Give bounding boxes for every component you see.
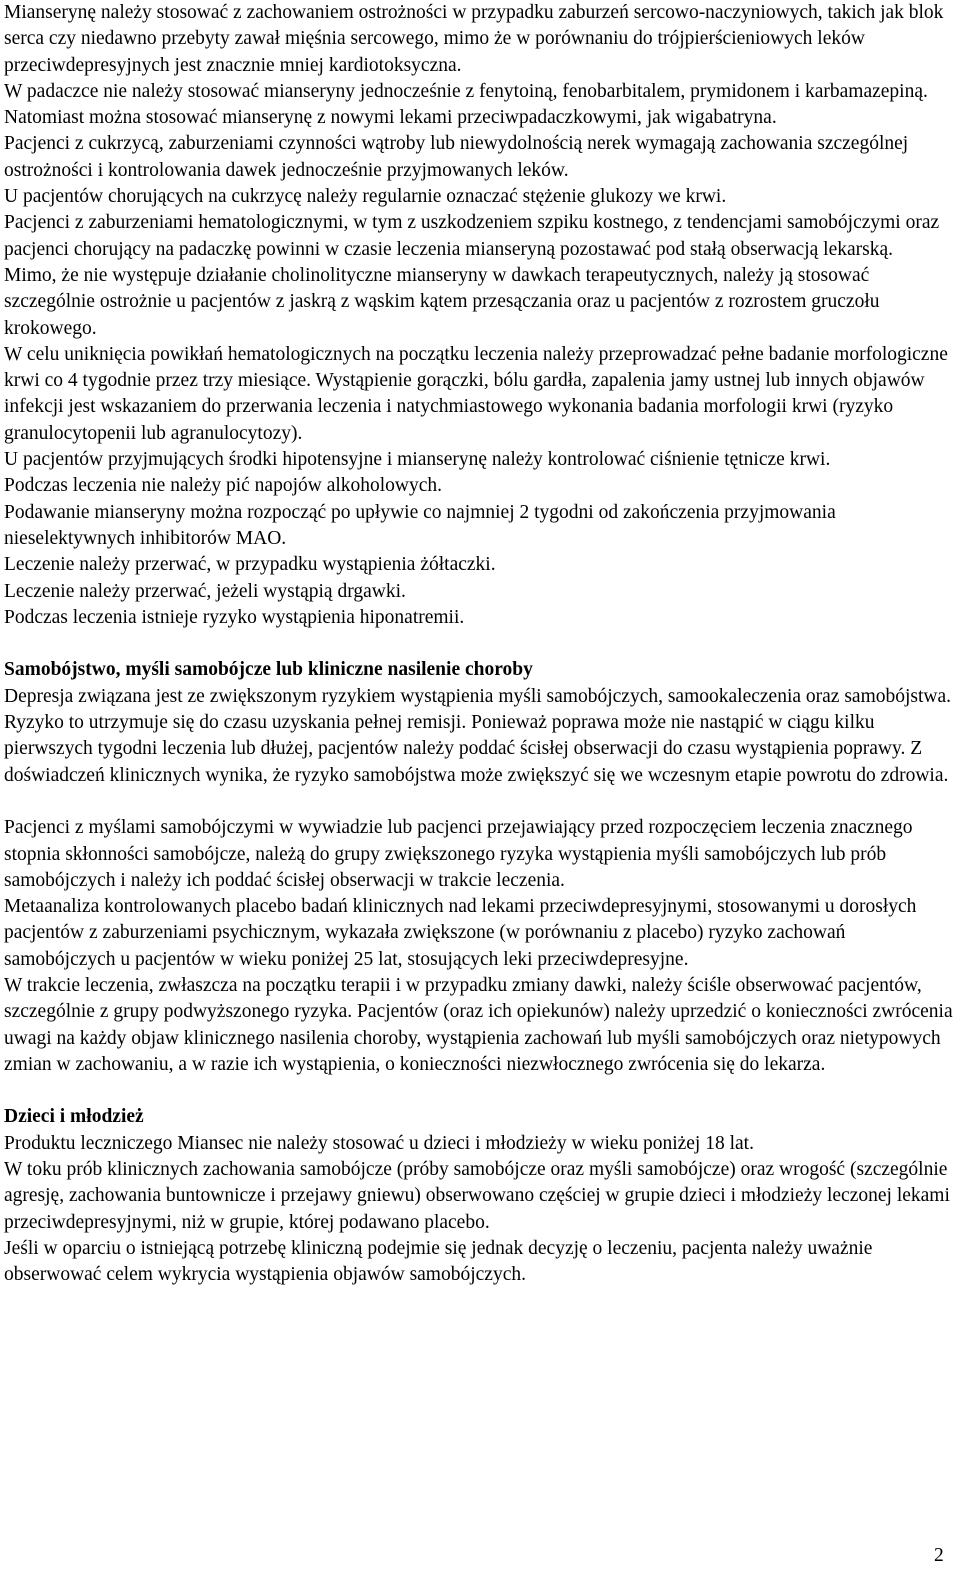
paragraph-hematologic-observation: Pacjenci z zaburzeniami hematologicznymi, w tym z uszkodzeniem szpiku kostnego, z tendencjami samobójczymi oraz pacjenci chorujący na padaczkę powinni w czasie leczenia mianseryną pozostawać pod stałą obserwacją lekarską. <box>4 212 940 260</box>
paragraph-cardiovascular: Mianserynę należy stosować z zachowaniem ostrożności w przypadku zaburzeń sercowo-naczyniowych, takich jak blok serca czy niedawno przebyty zawał mięśnia sercowego, mimo że w porównaniu do trójpierścieniowych leków przeciwdepresyjnych jest znacznie mniej kardiotoksyczna. <box>4 2 944 76</box>
spacer <box>4 631 956 657</box>
heading-children: Dzieci i młodzież <box>4 1106 144 1128</box>
paragraph-alcohol: Podczas leczenia nie należy pić napojów alkoholowych. <box>4 475 443 497</box>
paragraph-children-2: W toku prób klinicznych zachowania samobójcze (próby samobójcze oraz myśli samobójcze) oraz wrogość (szczególnie agresję, zachowania buntownicze i przejawy gniewu) obserwowano częściej w grupie dzieci i młodzieży leczonej lekami przeciwdepresyjnymi, niż w grupie, której podawano placebo. <box>4 1159 950 1233</box>
paragraph-suicide-4: W trakcie leczenia, zwłaszcza na początku terapii i w przypadku zmiany dawki, należy ściśle obserwować pacjentów, szczególnie z grupy podwyższonego ryzyka. Pacjentów (oraz ich opiekunów) należy uprzedzić o konieczności zwrócenia uwagi na każdy objaw klinicznego nasilenia choroby, wystąpienia zachowań lub myśli samobójczych oraz nietypowych zmian w zachowaniu, a w razie ich wystąpienia, o konieczności niezwłocznego zwrócenia się do lekarza. <box>4 974 953 1075</box>
paragraph-children-1: Produktu leczniczego Miansec nie należy stosować u dzieci i młodzieży w wieku poniżej 18 lat. <box>4 1132 754 1154</box>
paragraph-hyponatremia: Podczas leczenia istnieje ryzyko wystąpienia hiponatremii. <box>4 606 465 628</box>
spacer <box>4 789 956 815</box>
paragraph-diabetes-liver-kidney: Pacjenci z cukrzycą, zaburzeniami czynności wątroby lub niewydolnością nerek wymagają zachowania szczególnej ostrożności i kontrolowania dawek jednocześnie przyjmowanych leków. <box>4 133 909 181</box>
paragraph-glaucoma-prostate: Mimo, że nie występuje działanie cholinolityczne mianseryny w dawkach terapeutycznych, należy ją stosować szczególnie ostrożnie u pacjentów z jaskrą z wąskim kątem przesączania oraz u pacjentów z rozrostem gruczołu krokowego. <box>4 264 880 339</box>
document-page <box>4 0 956 1289</box>
paragraph-children-3: Jeśli w oparciu o istniejącą potrzebę kliniczną podejmie się jednak decyzję o leczeniu, pacjenta należy uważnie obserwować celem wykrycia wystąpienia objawów samobójczych. <box>4 1237 873 1286</box>
paragraph-blood-count: W celu uniknięcia powikłań hematologicznych na początku leczenia należy przeprowadzać pełne badanie morfologiczne krwi co 4 tygodnie przez trzy miesiące. Wystąpienie gorączki, bólu gardła, zapalenia jamy ustnej lub innych objawów infekcji jest wskazaniem do przerwania leczenia i natychmiastowego wykonania badania morfologii krwi (ryzyko granulocytopenii lub agranulocytozy). <box>4 343 948 444</box>
paragraph-epilepsy: W padaczce nie należy stosować mianseryny jednocześnie z fenytoiną, fenobarbitalem, prymidonem i karbamazepiną. Natomiast można stosować mianserynę z nowymi lekami przeciwpadaczkowymi, jak wigabatryna. <box>4 80 928 129</box>
paragraph-glucose: U pacjentów chorujących na cukrzycę należy regularnie oznaczać stężenie glukozy we krwi. <box>4 186 727 208</box>
paragraph-suicide-2: Pacjenci z myślami samobójczymi w wywiadzie lub pacjenci przejawiający przed rozpoczęciem leczenia znacznego stopnia skłonności samobójcze, należą do grupy zwiększonego ryzyka wystąpienia myśli samobójczych lub prób samobójczych i należy ich poddać ścisłej obserwacji w trakcie leczenia. <box>4 817 913 891</box>
paragraph-mao-inhibitors: Podawanie mianseryny można rozpocząć po upływie co najmniej 2 tygodni od zakończenia przyjmowania nieselektywnych inhibitorów MAO. <box>4 501 836 549</box>
paragraph-seizures: Leczenie należy przerwać, jeżeli wystąpią drgawki. <box>4 580 406 602</box>
paragraph-suicide-1: Depresja związana jest ze zwiększonym ryzykiem wystąpienia myśli samobójczych, samookaleczenia oraz samobójstwa. Ryzyko to utrzymuje się do czasu uzyskania pełnej remisji. Ponieważ poprawa może nie nastąpić w ciągu kilku pierwszych tygodni leczenia lub dłużej, pacjentów należy poddać ścisłej obserwacji do czasu wystąpienia poprawy. Z doświadczeń klinicznych wynika, że ryzyko samobójstwa może zwiększyć się we wczesnym etapie powrotu do zdrowia. <box>4 685 952 786</box>
spacer <box>4 1078 956 1104</box>
heading-suicide: Samobójstwo, myśli samobójcze lub kliniczne nasilenie choroby <box>4 659 533 681</box>
paragraph-jaundice: Leczenie należy przerwać, w przypadku wystąpienia żółtaczki. <box>4 554 496 576</box>
page-number: 2 <box>934 1545 944 1566</box>
paragraph-hypotensive: U pacjentów przyjmujących środki hipotensyjne i mianserynę należy kontrolować ciśnienie tętnicze krwi. <box>4 449 831 471</box>
paragraph-suicide-3: Metaanaliza kontrolowanych placebo badań klinicznych nad lekami przeciwdepresyjnymi, stosowanymi u dorosłych pacjentów z zaburzeniami psychicznym, wykazała zwiększone (w porównaniu z placebo) ryzyko zachowań samobójczych u pacjentów w wieku poniżej 25 lat, stosujących leki przeciwdepresyjne. <box>4 896 917 970</box>
